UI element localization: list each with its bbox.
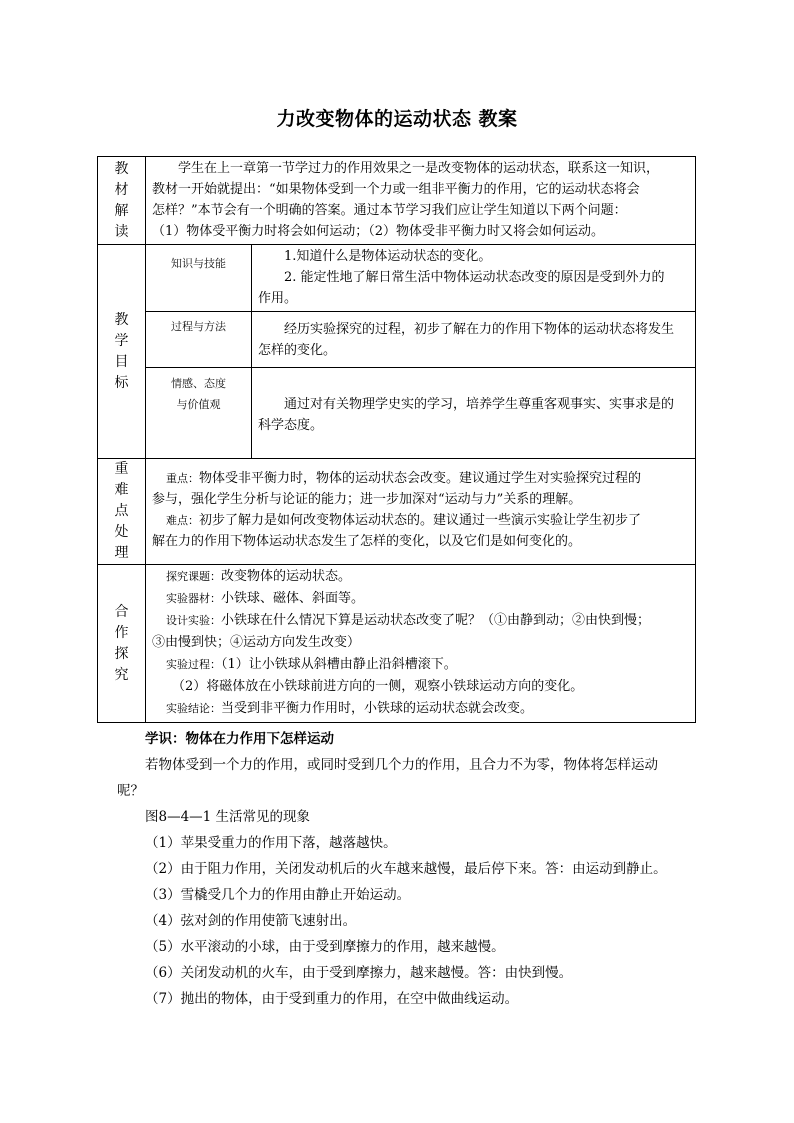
table-row-process xyxy=(98,312,696,368)
table-row-cooperation xyxy=(98,565,696,723)
textbook-content: 学生在上一章第一节学过力的作用效果之一是改变物体的运动状态，联系这一知识， 教材一开始就提出：“如果物体受到一个力或一组非平衡力的作用，它的运动状态将会 怎样？”本节会有一个明确的答案。通过本节学习我们应让学生知道以下两个问题： （1）物体受平衡力时将会如何运动；（2）物体受非平衡力时又将会如何运动。 xyxy=(146,157,696,245)
study-heading: 学识：物体在力作用下怎样运动 xyxy=(145,731,334,747)
list-item: （3）雪橇受几个力的作用由静止开始运动。 xyxy=(145,887,411,903)
list-item: （7）抛出的物体，由于受到重力的作用，在空中做曲线运动。 xyxy=(145,991,519,1007)
lesson-plan-table xyxy=(97,156,696,723)
list-item: （5）水平滚动的小球，由于受到摩擦力的作用，越来越慢。 xyxy=(145,939,505,955)
list-item: （4）弦对剑的作用使箭飞速射出。 xyxy=(145,913,357,929)
table-row-knowledge xyxy=(98,245,696,312)
study-question: 若物体受到一个力的作用，或同时受到几个力的作用，且合力不为零，物体将怎样运动 xyxy=(145,757,658,773)
figure-caption: 图8—4—1 生活常见的现象 xyxy=(145,809,311,825)
study-question-cont: 呢？ xyxy=(117,783,144,799)
list-item: （1）苹果受重力的作用下落，越落越快。 xyxy=(145,835,397,851)
study-section xyxy=(117,726,687,1012)
sub-label-emotion: 情感、态度 与价值观 xyxy=(146,368,252,459)
key-points-content: 重点：物体受非平衡力时，物体的运动状态会改变。建议通过学生对实验探究过程的 参与，强化学生分析与论证的能力；进一步加深对“运动与力”关系的理解。 难点：初步了解力是如何改变物体运动状态的。建议通过一些演示实验让学生初步了 解在力的作用下物体运动状态发生了怎样的变化，以及它们是如何变化的。 xyxy=(146,459,696,565)
emotion-content: 通过对有关物理学史实的学习，培养学生尊重客观事实、实事求是的 科学态度。 xyxy=(252,368,696,459)
label-cooperation: 合 作 探 究 xyxy=(98,565,146,723)
label-objectives: 教 学 目 标 xyxy=(98,245,146,459)
cooperation-content: 探究课题：改变物体的运动状态。 实验器材：小铁球、磁体、斜面等。 设计实验：小铁球在什么情况下算是运动状态改变了呢？（①由静到动；②由快到慢； ③由慢到快；④运动方向发生改变） 实验过程：（1）让小铁球从斜槽由静止沿斜槽滚下。 （2）将磁体放在小铁球前进方向的一侧，观察小铁球运动方向的变化。 实验结论：当受到非平衡力作用时，小铁球的运动状态就会改变。 xyxy=(146,565,696,723)
label-textbook: 教 材 解 读 xyxy=(98,157,146,245)
process-content: 经历实验探究的过程，初步了解在力的作用下物体的运动状态将发生 怎样的变化。 xyxy=(252,312,696,368)
knowledge-content: 1.知道什么是物体运动状态的变化。 2. 能定性地了解日常生活中物体运动状态改变的原因是受到外力的 作用。 xyxy=(252,245,696,312)
sub-label-process: 过程与方法 xyxy=(146,312,252,368)
list-item: （6）关闭发动机的火车，由于受到摩擦力，越来越慢。答：由快到慢。 xyxy=(145,965,573,981)
table-row-key-points xyxy=(98,459,696,565)
table-row-emotion xyxy=(98,368,696,459)
page-title: 力改变物体的运动状态 教案 xyxy=(276,108,518,130)
label-key-points: 重 难 点 处 理 xyxy=(98,459,146,565)
table-row-textbook xyxy=(98,157,696,245)
sub-label-knowledge: 知识与技能 xyxy=(146,245,252,312)
list-item: （2）由于阻力作用，关闭发动机后的火车越来越慢，最后停下来。答：由运动到静止。 xyxy=(145,861,667,877)
